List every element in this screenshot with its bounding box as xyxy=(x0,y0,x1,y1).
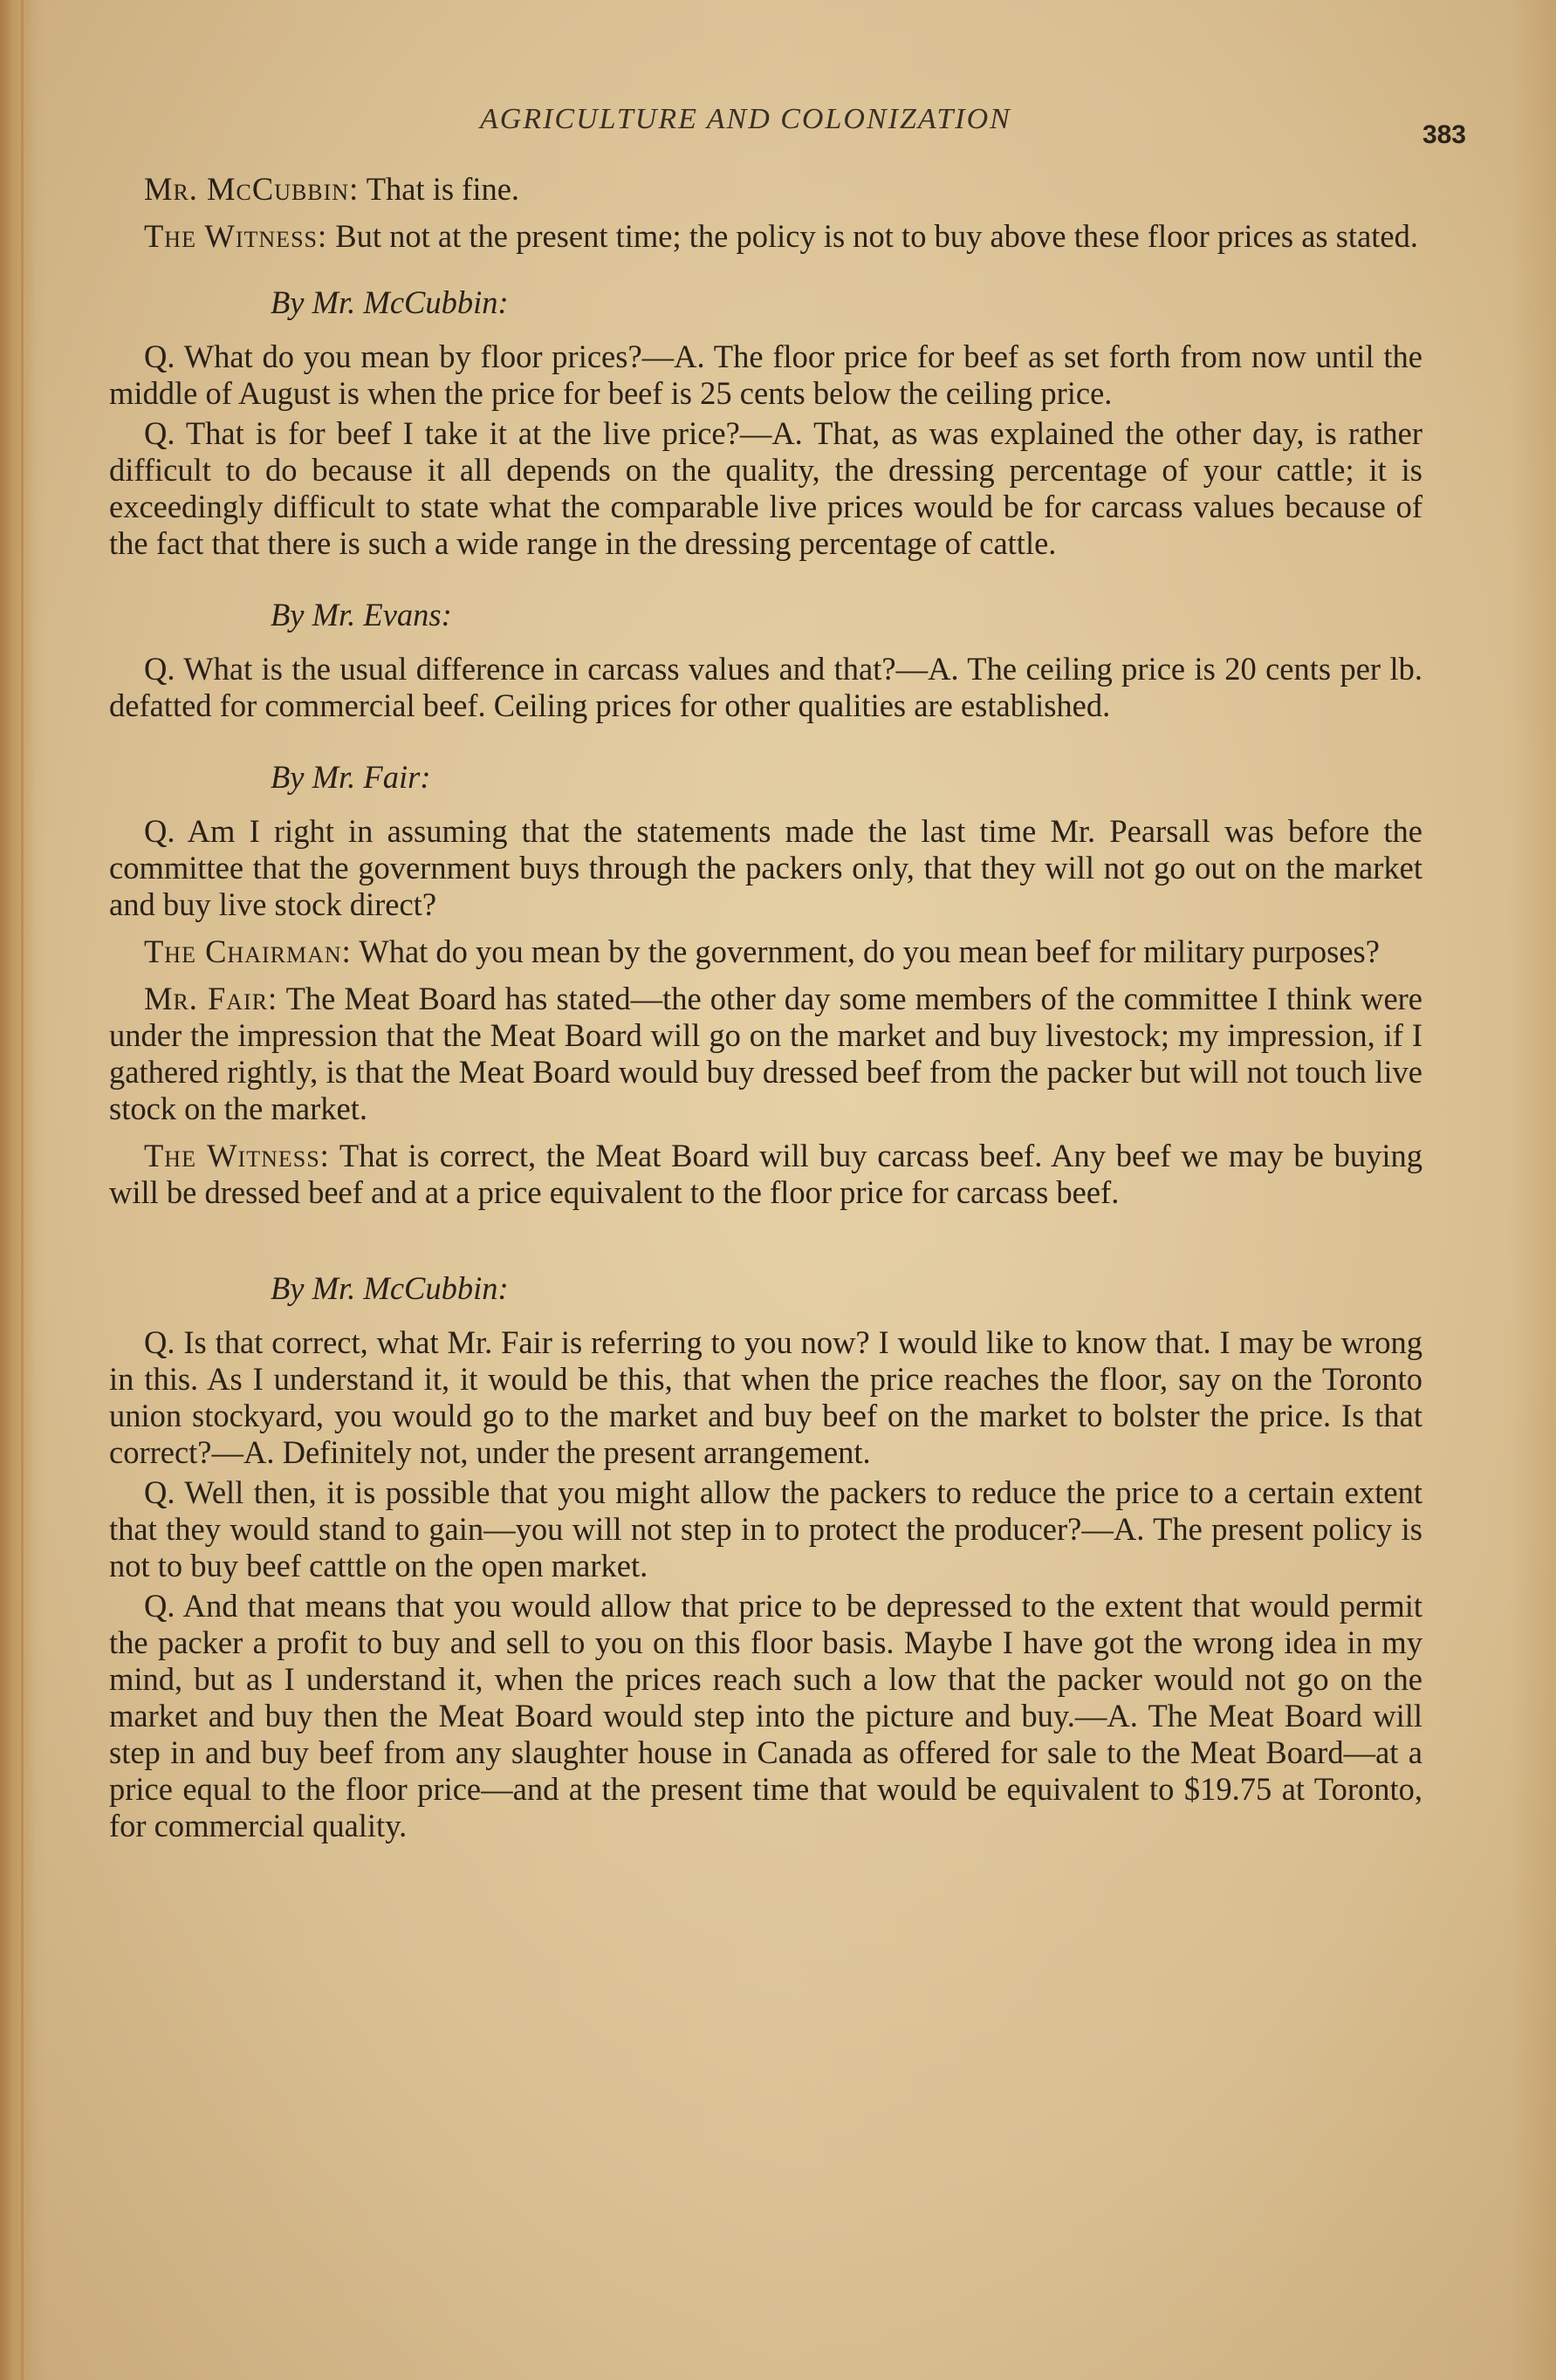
paragraph xyxy=(109,171,1422,208)
speaker-label: The Witness: xyxy=(144,218,328,254)
speaker-label: The Chairman: xyxy=(144,934,352,969)
page-number: 383 xyxy=(1422,120,1466,149)
paragraph-text: That is correct, the Meat Board will buy carcass beef. Any beef we may be buying will be dressed beef and at a price equivalent to the floor price for carcass beef. xyxy=(109,1138,1422,1210)
paragraph xyxy=(109,218,1422,255)
body-text xyxy=(109,171,1422,1848)
question-paragraph: Q. Am I right in assuming that the statements made the last time Mr. Pearsall was before the committee that the government buys through the packers only, that they will not go out on the market and buy live stock direct? xyxy=(109,813,1422,922)
question-paragraph: Q. What is the usual difference in carcass values and that?—A. The ceiling price is 20 cents per lb. defatted for commercial beef. Ceiling prices for other qualities are established. xyxy=(109,651,1422,723)
question-paragraph: Q. And that means that you would allow that price to be depressed to the extent that would permit the packer a profit to buy and sell to you on this floor basis. Maybe I have got the wrong idea in my mind, but as I understand it, when the prices reach such a low that the packer would not go on the market and buy then the Meat Board would step into the picture and buy.—A. The Meat Board will step in and buy beef from any slaughter house in Canada as offered for sale to the Meat Board—at a price equal to the floor price—and at the present time that would be equivalent to $19.75 at Toronto, for commercial quality. xyxy=(109,1588,1422,1843)
question-paragraph: Q. That is for beef I take it at the live price?—A. That, as was explained the other day, is rather difficult to do because it all depends on the quality, the dressing percentage of your cattle; it is exceedingly difficult to state what the comparable live prices would be for carcass values because of the fact that there is such a wide range in the dressing percentage of cattle. xyxy=(109,415,1422,561)
paragraph xyxy=(109,1138,1422,1211)
paragraph-text: But not at the present time; the policy is not to buy above these floor prices as stated. xyxy=(327,218,1418,254)
page-header xyxy=(113,103,1466,147)
page-binding-edge xyxy=(0,0,35,2380)
question-paragraph: Q. Is that correct, what Mr. Fair is referring to you now? I would like to know that. I may be wrong in this. As I understand it, it would be this, that when the price reaches the floor, say on the Toronto union stockyard, you would go to the market and buy beef on the market to bolster the price. Is that correct?—A. Definitely not, under the present arrangement. xyxy=(109,1324,1422,1470)
running-head: AGRICULTURE AND COLONIZATION xyxy=(480,103,1011,135)
paragraph-text: What do you mean by the government, do you mean beef for military purposes? xyxy=(351,934,1380,969)
section-heading: By Mr. McCubbin: xyxy=(271,1270,509,1306)
section-heading: By Mr. McCubbin: xyxy=(271,284,509,320)
speaker-label: Mr. McCubbin: xyxy=(144,171,360,207)
section-heading: By Mr. Evans: xyxy=(271,597,452,633)
paragraph xyxy=(109,981,1422,1127)
paragraph-text: That is fine. xyxy=(359,171,520,207)
paragraph xyxy=(109,934,1422,970)
paragraph-text: The Meat Board has stated—the other day some members of the committee I think were under the impression that the Meat Board will go on the market and buy livestock; my impression, if I gathered rightly, is that the Meat Board would buy dressed beef from the packer but will not touch live stock on the market. xyxy=(109,981,1422,1126)
speaker-label: The Witness: xyxy=(144,1138,330,1173)
question-paragraph: Q. Well then, it is possible that you might allow the packers to reduce the price to a certain extent that they would stand to gain—you will not step in to protect the producer?—A. The present policy is not to buy beef catttle on the open market. xyxy=(109,1474,1422,1583)
question-paragraph: Q. What do you mean by floor prices?—A. The floor price for beef as set forth from now until the middle of August is when the price for beef is 25 cents below the ceiling price. xyxy=(109,339,1422,411)
page-fold-line xyxy=(21,0,24,2380)
speaker-label: Mr. Fair: xyxy=(144,981,278,1016)
section-heading: By Mr. Fair: xyxy=(271,759,431,795)
